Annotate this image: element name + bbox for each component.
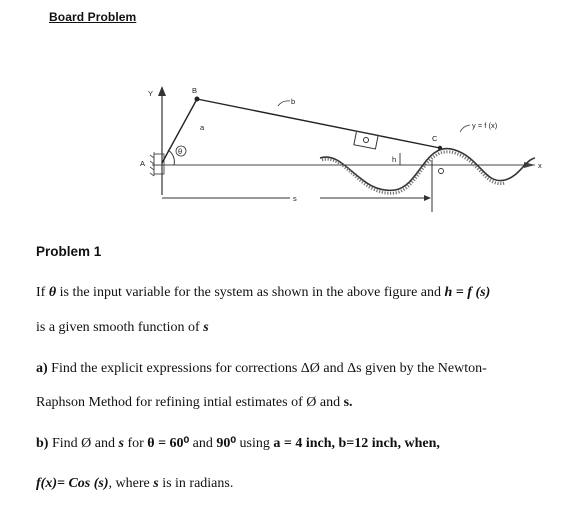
theta-label: θ: [178, 147, 183, 156]
curve-hatch: [322, 152, 505, 193]
curve-fx: [320, 149, 535, 191]
mechanism-figure: [0, 0, 583, 225]
link-b-leader: [278, 101, 290, 106]
x-axis-label: x: [538, 161, 542, 170]
theta-arc: [168, 150, 174, 165]
problem-line-4: Raphson Method for refining intial estimates of Ø and s.: [36, 395, 353, 410]
link-b-label: b: [291, 97, 296, 106]
point-c-label: C: [432, 134, 438, 143]
problem-title: Problem 1: [36, 244, 102, 259]
link-a-label: a: [200, 123, 205, 132]
curve-label: y = f (x): [472, 121, 498, 130]
y-axis-label: Y: [148, 89, 154, 98]
s-label: s: [293, 194, 297, 203]
curve-leader: [460, 125, 470, 132]
h-label: h: [392, 155, 397, 164]
page-heading: Board Problem: [49, 10, 137, 24]
point-b-label: B: [192, 86, 198, 95]
problem-line-2: is a given smooth function of s: [36, 320, 209, 335]
problem-line-6: f(x)= Cos (s), where s is in radians.: [36, 476, 234, 491]
problem-line-5: b) Find Ø and s for θ = 60⁰ and 90⁰ using a = 4 inch, b=12 inch, when,: [36, 436, 440, 451]
link-b: [197, 99, 440, 148]
y-axis-arrow: [158, 86, 166, 96]
problem-line-1: If θ is the input variable for the system as shown in the above figure and h = f (s): [36, 285, 491, 300]
s-dimension-arrow: [424, 195, 431, 201]
problem-line-3: a) Find the explicit expressions for corrections ΔØ and Δs given by the Newton-: [36, 361, 487, 376]
point-a-label: A: [140, 159, 146, 168]
c-contact: [439, 169, 444, 174]
